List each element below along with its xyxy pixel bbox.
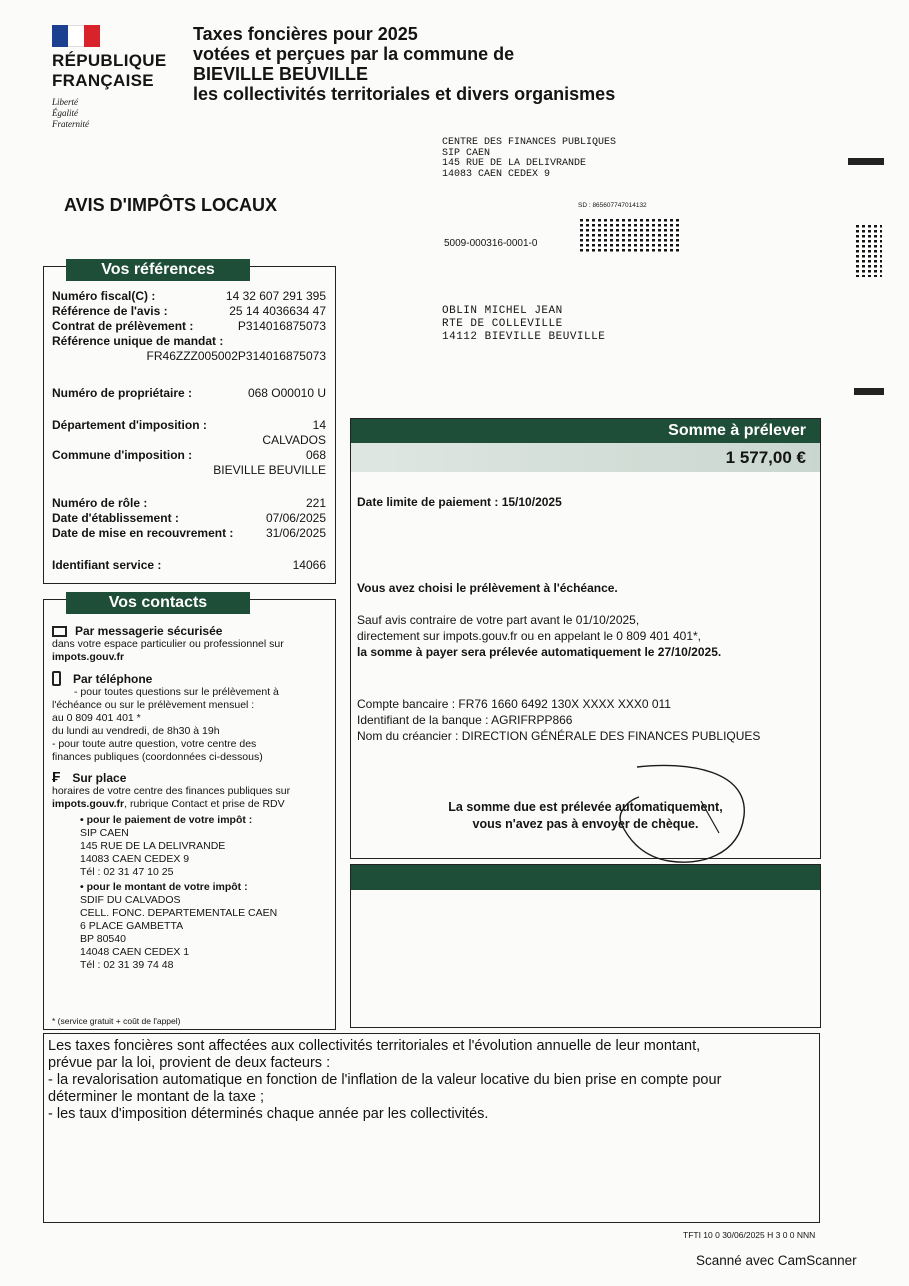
sauf-line3: la somme à payer sera prélevée automatiquement le 27/10/2025. <box>357 645 722 659</box>
nom-creancier: Nom du créancier : DIRECTION GÉNÉRALE DES FINANCES PUBLIQUES <box>357 729 761 743</box>
place-link[interactable]: impots.gouv.fr <box>52 798 125 810</box>
centre-line: SIP CAEN <box>442 147 491 159</box>
montant-line: BP 80540 <box>80 933 126 945</box>
choix-prelevement: Vous avez choisi le prélèvement à l'échéance. <box>357 581 618 595</box>
compte-bancaire: Compte bancaire : FR76 1660 6492 130X XXXX XXX0 011 <box>357 697 671 711</box>
recipient-line: 14112 BIEVILLE BEUVILLE <box>442 331 606 343</box>
republique-logo <box>52 25 182 130</box>
french-flag-icon <box>52 25 100 47</box>
montant-title: • pour le montant de votre impôt : <box>80 881 248 893</box>
footer-code: TFTI 10 0 30/06/2025 H 3 0 0 NNN <box>683 1230 816 1240</box>
departement-label: Département d'imposition : <box>52 418 207 432</box>
recouvrement-value: 31/06/2025 <box>265 526 326 540</box>
empty-panel-header <box>351 865 820 890</box>
paiement-line: Tél : 02 31 47 10 25 <box>80 866 174 878</box>
montant-line: Tél : 02 31 39 74 48 <box>80 959 174 971</box>
info-line: Les taxes foncières sont affectées aux collectivités territoriales et l'évolution annuelle de leur montant, <box>48 1038 701 1054</box>
barcode-number: 5009-000316-0001-0 <box>444 238 538 249</box>
telephone-number[interactable]: au 0 809 401 401 * <box>52 712 141 724</box>
contrat-value: P314016875073 <box>237 319 326 333</box>
etablissement-label: Date d'établissement : <box>52 511 179 525</box>
contrat-label: Contrat de prélèvement : <box>52 319 194 333</box>
telephone-line: du lundi au vendredi, de 8h30 à 19h <box>52 725 220 737</box>
empty-panel <box>350 864 821 1028</box>
computer-icon <box>52 626 67 637</box>
republic-line1: RÉPUBLIQUE <box>52 51 167 70</box>
title-line-4: les collectivités territoriales et divers organismes <box>193 84 616 104</box>
departement-nom: CALVADOS <box>262 433 326 447</box>
place-line1: horaires de votre centre des finances publiques sur <box>52 785 291 797</box>
proprietaire-label: Numéro de propriétaire : <box>52 386 193 400</box>
centre-line: 14083 CAEN CEDEX 9 <box>442 168 551 180</box>
side-datamatrix-code <box>856 225 882 277</box>
messagerie-link[interactable]: impots.gouv.fr <box>52 651 125 663</box>
sauf-line1: Sauf avis contraire de votre part avant le 01/10/2025, <box>357 613 640 627</box>
info-line: déterminer le montant de la taxe ; <box>48 1089 265 1105</box>
ref-avis-label: Référence de l'avis : <box>52 304 168 318</box>
place-line2: , rubrique Contact et prise de RDV <box>124 798 285 810</box>
contacts-footnote: * (service gratuit + coût de l'appel) <box>52 1016 181 1026</box>
place-title: Sur place <box>72 770 127 785</box>
commune-num: 068 <box>305 448 326 462</box>
telephone-line: - pour toutes questions sur le prélèvement à <box>74 686 279 698</box>
telephone-line: l'échéance ou sur le prélèvement mensuel : <box>52 699 255 711</box>
proprietaire-value: 068 O00010 U <box>247 386 326 400</box>
payment-heading: Somme à prélever <box>351 419 820 443</box>
telephone-title: Par téléphone <box>73 671 153 686</box>
date-limite: Date limite de paiement : 15/10/2025 <box>357 495 562 509</box>
paiement-line: SIP CAEN <box>80 827 129 839</box>
auto-line1: La somme due est prélevée automatiquement, <box>448 800 723 814</box>
margin-mark <box>854 388 884 395</box>
montant-line: 14048 CAEN CEDEX 1 <box>80 946 190 958</box>
title-line-1: Taxes foncières pour 2025 <box>193 24 418 44</box>
numero-fiscal-label: Numéro fiscal(C) : <box>52 289 156 303</box>
margin-mark <box>848 158 884 165</box>
avis-title: AVIS D'IMPÔTS LOCAUX <box>64 195 277 215</box>
telephone-line: - pour toute autre question, votre centre des <box>52 738 257 750</box>
rum-label: Référence unique de mandat : <box>52 334 224 348</box>
commune-nom: BIEVILLE BEUVILLE <box>213 463 326 477</box>
rum-value: FR46ZZZ005002P314016875073 <box>146 349 326 363</box>
departement-num: 14 <box>312 418 326 432</box>
messagerie-title: Par messagerie sécurisée <box>75 624 223 638</box>
motto-3: Fraternité <box>52 119 89 129</box>
references-heading: Vos références <box>66 259 250 281</box>
info-line: prévue par la loi, provient de deux facteurs : <box>48 1055 331 1071</box>
service-label: Identifiant service : <box>52 558 162 572</box>
role-value: 221 <box>305 496 326 510</box>
handwritten-circle-mark <box>609 761 759 871</box>
title-line-2: votées et perçues par la commune de <box>193 44 515 64</box>
document-title <box>193 24 713 104</box>
telephone-line: finances publiques (coordonnées ci-dessous) <box>52 751 263 763</box>
recipient-line: OBLIN MICHEL JEAN <box>442 305 563 317</box>
role-label: Numéro de rôle : <box>52 496 148 510</box>
numero-fiscal-value: 14 32 607 291 395 <box>225 289 326 303</box>
auto-line2: vous n'avez pas à envoyer de chèque. <box>472 817 699 831</box>
etablissement-value: 07/06/2025 <box>265 511 326 525</box>
paiement-line: 14083 CAEN CEDEX 9 <box>80 853 190 865</box>
datamatrix-code <box>580 219 680 252</box>
scanner-mark: Scanné avec CamScanner <box>696 1253 857 1268</box>
recouvrement-label: Date de mise en recouvrement : <box>52 526 234 540</box>
contacts-heading: Vos contacts <box>66 592 250 614</box>
montant-line: 6 PLACE GAMBETTA <box>80 920 184 932</box>
building-icon: ₣ <box>52 769 61 786</box>
messagerie-text: dans votre espace particulier ou professionnel sur <box>52 638 284 650</box>
phone-icon <box>52 671 61 686</box>
identifiant-banque: Identifiant de la banque : AGRIFRPP866 <box>357 713 573 727</box>
paiement-line: 145 RUE DE LA DELIVRANDE <box>80 840 226 852</box>
contacts-box <box>43 594 336 1030</box>
sauf-line2: directement sur impots.gouv.fr ou en appelant le 0 809 401 401*, <box>357 629 701 643</box>
montant-line: CELL. FONC. DEPARTEMENTALE CAEN <box>80 907 278 919</box>
service-value: 14066 <box>292 558 326 572</box>
motto-2: Égalité <box>52 108 78 118</box>
republic-line2: FRANÇAISE <box>52 71 154 90</box>
title-line-3: BIEVILLE BEUVILLE <box>193 64 369 84</box>
info-line: - la revalorisation automatique en fonction de l'inflation de la valeur locative du bien prise en compte pour <box>48 1072 722 1088</box>
references-box <box>43 261 336 584</box>
centre-line: 145 RUE DE LA DELIVRANDE <box>442 158 587 169</box>
info-box <box>43 1033 820 1223</box>
paiement-title: • pour le paiement de votre impôt : <box>80 814 253 826</box>
montant-line: SDIF DU CALVADOS <box>80 894 181 906</box>
payment-amount: 1 577,00 € <box>351 443 820 472</box>
recipient-address <box>442 305 605 344</box>
centre-line: CENTRE DES FINANCES PUBLIQUES <box>442 137 617 148</box>
motto-1: Liberté <box>52 97 78 107</box>
info-line: - les taux d'imposition déterminés chaque année par les collectivités. <box>48 1106 489 1122</box>
commune-label: Commune d'imposition : <box>52 448 193 462</box>
recipient-line: RTE DE COLLEVILLE <box>442 318 563 330</box>
centre-address <box>442 138 616 180</box>
payment-box <box>350 418 821 859</box>
ref-avis-value: 25 14 4036634 47 <box>229 304 326 318</box>
sd-code: SD : 865607747014132 <box>578 202 647 209</box>
